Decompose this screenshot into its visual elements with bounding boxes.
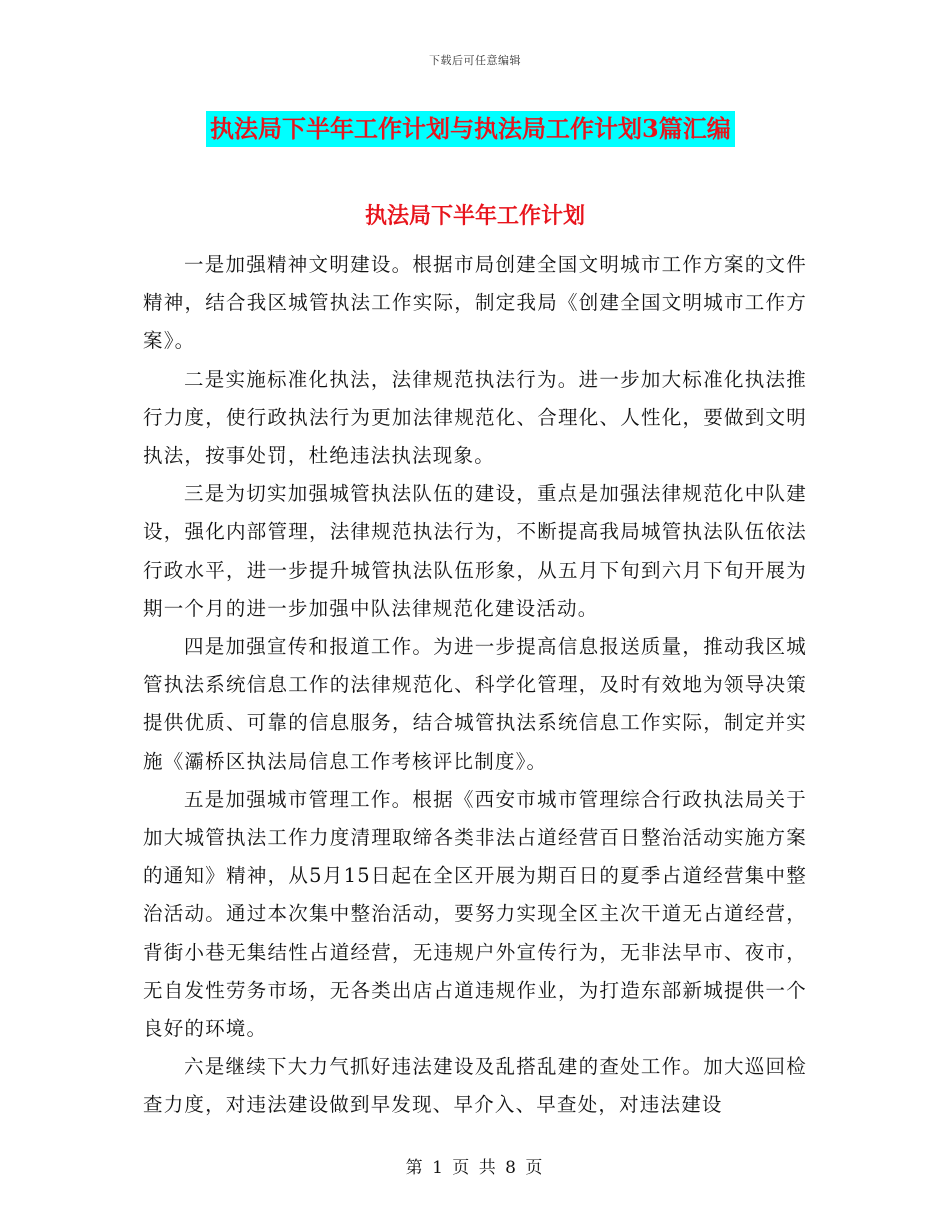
paragraph-3: 三是为切实加强城管执法队伍的建设，重点是加强法律规范化中队建设，强化内部管理，法律规范执法行为，不断提高我局城管执法队伍依法行政水平，进一步提升城管执法队伍形象，从五月下旬到六月下旬开展为期一个月的进一步加强中队法律规范化建设活动。: [143, 482, 807, 620]
page-header-note: 下载后可任意编辑: [429, 54, 521, 67]
page-number: 第 1 页 共 8 页: [405, 1158, 545, 1178]
paragraph-6: 六是继续下大力气抓好违法建设及乱搭乱建的查处工作。加大巡回检查力度，对违法建设做到早发现、早介入、早查处，对违法建设: [143, 1055, 807, 1117]
paragraph-5: 五是加强城市管理工作。根据《西安市城市管理综合行政执法局关于加大城管执法工作力度清理取缔各类非法占道经营百日整治活动实施方案的通知》精神，从5月15日起在全区开展为期百日的夏季占道经营集中整治活动。通过本次集中整治活动，要努力实现全区主次干道无占道经营，背街小巷无集结性占道经营，无违规户外宣传行为，无非法早市、夜市，无自发性劳务市场，无各类出店占道违规作业，为打造东部新城提供一个良好的环境。: [143, 787, 807, 1041]
paragraph-1: 一是加强精神文明建设。根据市局创建全国文明城市工作方案的文件精神，结合我区城管执法工作实际，制定我局《创建全国文明城市工作方案》。: [143, 253, 807, 353]
document-title: 执法局下半年工作计划与执法局工作计划3篇汇编: [206, 111, 735, 147]
section-title: 执法局下半年工作计划: [364, 203, 585, 229]
paragraph-4: 四是加强宣传和报道工作。为进一步提高信息报送质量，推动我区城管执法系统信息工作的法律规范化、科学化管理，及时有效地为领导决策提供优质、可靠的信息服务，结合城管执法系统信息工作实际，制定并实施《灞桥区执法局信息工作考核评比制度》。: [143, 635, 807, 773]
paragraph-2: 二是实施标准化执法，法律规范执法行为。进一步加大标准化执法推行力度，使行政执法行为更加法律规范化、合理化、人性化，要做到文明执法，按事处罚，杜绝违法执法现象。: [143, 367, 807, 468]
document-body: [143, 246, 807, 1125]
